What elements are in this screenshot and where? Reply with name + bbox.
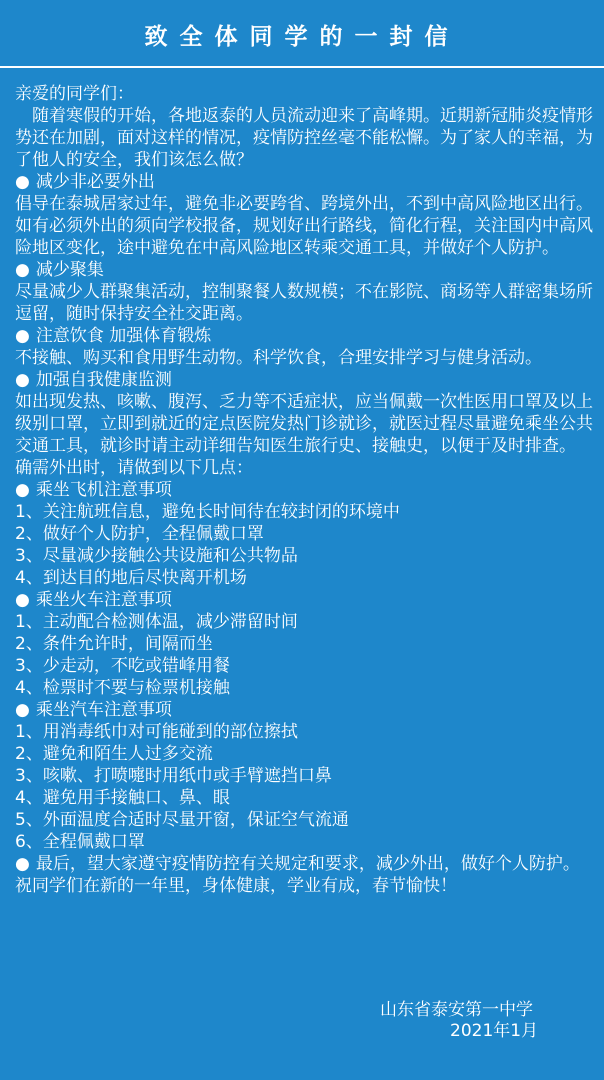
bus-item: 6、全程佩戴口罩 <box>15 832 145 852</box>
section-body-health: 如出现发热、咳嗽、腹泻、乏力等不适症状，应当佩戴一次性医用口罩及以上级别口罩，立即到就近的定点医院发热门诊就诊，就医过程尽量避免乘坐公共交通工具，就诊时请主动详细告知医生旅行史、接触史，以便于及时排查。 <box>15 392 593 456</box>
plane-item: 2、做好个人防护，全程佩戴口罩 <box>15 524 264 544</box>
signature-date: 2021年1月 <box>450 1021 539 1041</box>
plane-item: 3、尽量减少接触公共设施和公共物品 <box>15 546 298 566</box>
wishes: 祝同学们在新的一年里，身体健康，学业有成，春节愉快！ <box>15 876 457 896</box>
train-item: 3、少走动，不吃或错峰用餐 <box>15 656 230 676</box>
section-heading-outings: ● 减少非必要外出 <box>15 171 593 193</box>
plane-item: 4、到达目的地后尽快离开机场 <box>15 568 247 588</box>
greeting: 亲爱的同学们： <box>15 84 134 104</box>
bus-heading: ● 乘坐汽车注意事项 <box>15 699 593 721</box>
bus-item: 4、避免用手接触口、鼻、眼 <box>15 788 230 808</box>
section-heading-gatherings: ● 减少聚集 <box>15 259 593 281</box>
section-heading-diet: ● 注意饮食 加强体育锻炼 <box>15 325 593 347</box>
letter-body <box>15 83 593 897</box>
section-heading-health: ● 加强自我健康监测 <box>15 369 593 391</box>
plane-item: 1、关注航班信息，避免长时间待在较封闭的环境中 <box>15 502 400 522</box>
title-bar <box>0 0 604 68</box>
travel-intro: 确需外出时，请做到以下几点： <box>15 458 253 478</box>
bus-item: 2、避免和陌生人过多交流 <box>15 744 213 764</box>
signature-org: 山东省泰安第一中学 <box>380 1000 533 1020</box>
bus-item: 1、用消毒纸巾对可能碰到的部位擦拭 <box>15 722 298 742</box>
train-item: 2、条件允许时，间隔而坐 <box>15 634 213 654</box>
section-body-diet: 不接触、购买和食用野生动物。科学饮食，合理安排学习与健身活动。 <box>15 348 542 368</box>
page-title: 致全体同学的一封信 <box>144 24 460 50</box>
train-item: 1、主动配合检测体温，减少滞留时间 <box>15 612 298 632</box>
train-item: 4、检票时不要与检票机接触 <box>15 678 230 698</box>
bus-item: 5、外面温度合适时尽量开窗，保证空气流通 <box>15 810 349 830</box>
section-body-gatherings: 尽量减少人群聚集活动，控制聚餐人数规模；不在影院、商场等人群密集场所逗留，随时保持安全社交距离。 <box>15 282 593 324</box>
plane-heading: ● 乘坐飞机注意事项 <box>15 479 593 501</box>
intro-paragraph: 随着寒假的开始，各地返泰的人员流动迎来了高峰期。近期新冠肺炎疫情形势还在加剧，面对这样的情况，疫情防控丝毫不能松懈。为了家人的幸福，为了他人的安全，我们该怎么做？ <box>15 106 593 170</box>
bus-item: 3、咳嗽、打喷嚏时用纸巾或手臂遮挡口鼻 <box>15 766 332 786</box>
signature <box>380 1000 538 1042</box>
section-body-outings: 倡导在泰城居家过年，避免非必要跨省、跨境外出，不到中高风险地区出行。如有必须外出的须向学校报备，规划好出行路线，简化行程，关注国内中高风险地区变化，途中避免在中高风险地区转乘交通工具，并做好个人防护。 <box>15 194 593 258</box>
train-heading: ● 乘坐火车注意事项 <box>15 589 593 611</box>
closing-paragraph: ● 最后，望大家遵守疫情防控有关规定和要求，减少外出，做好个人防护。 <box>15 853 593 875</box>
